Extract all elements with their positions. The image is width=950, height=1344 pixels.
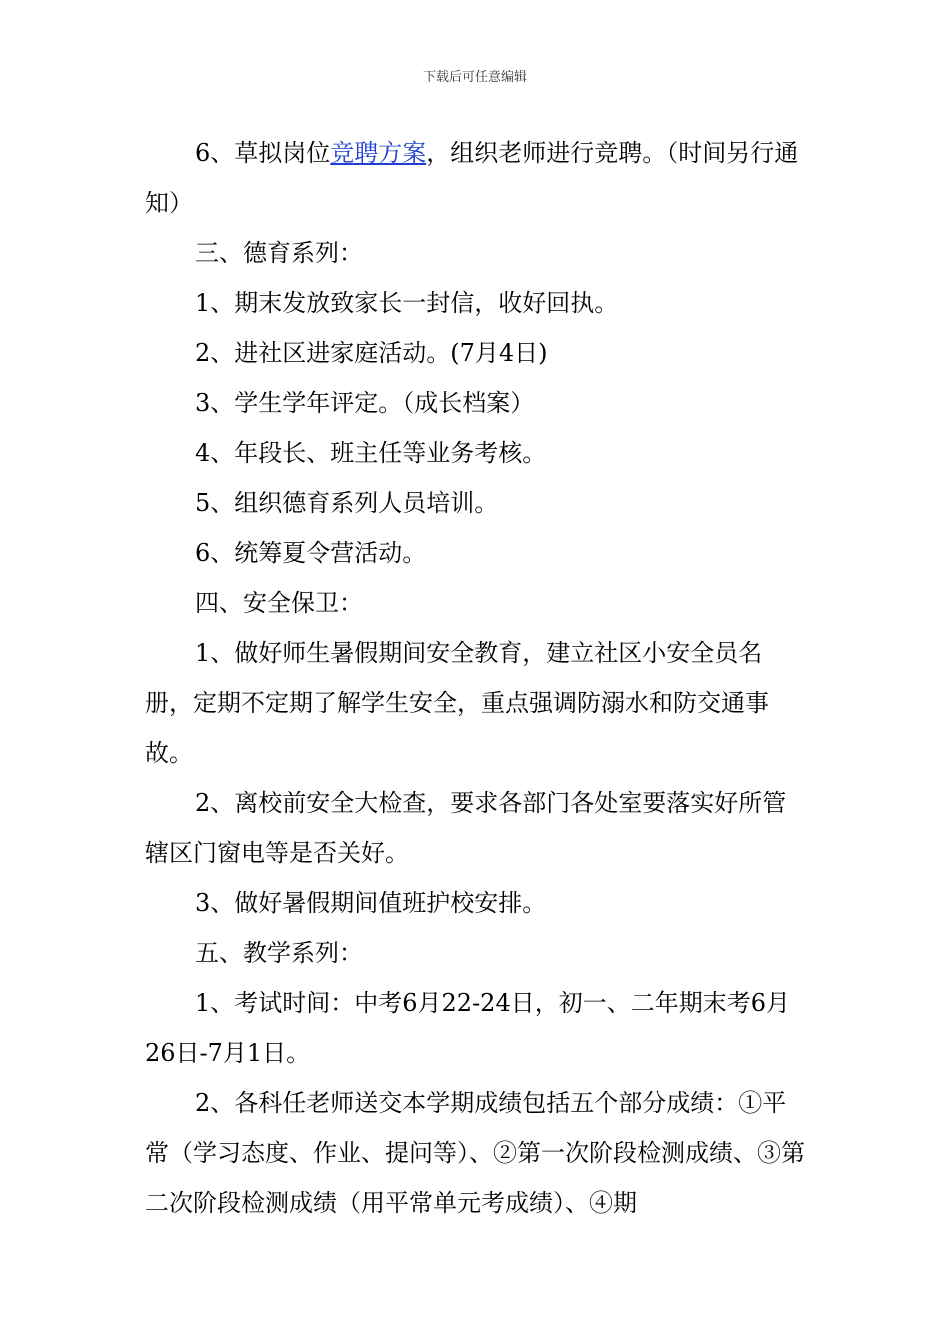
recruitment-plan-link[interactable]: 竞聘方案 <box>330 139 427 167</box>
paragraph: 4、年段长、班主任等业务考核。 <box>195 439 547 467</box>
section-heading-teaching: 五、教学系列： <box>195 939 363 967</box>
section-heading-safety: 四、安全保卫： <box>195 589 363 617</box>
paragraph: 1、考试时间：中考6月22-24日，初一、二年期末考6月26日-7月1日。 <box>145 989 790 1067</box>
paragraph: 2、离校前安全大检查，要求各部门各处室要落实好所管辖区门窗电等是否关好。 <box>145 789 787 867</box>
paragraph-text: 6、草拟岗位 <box>195 139 331 167</box>
paragraph-recruitment <box>145 128 805 228</box>
section-heading-moral-education: 三、德育系列： <box>195 239 363 267</box>
paragraph: 2、进社区进家庭活动。(7月4日) <box>195 339 548 367</box>
paragraph: 3、学生学年评定。（成长档案） <box>195 389 535 417</box>
paragraph: 3、做好暑假期间值班护校安排。 <box>195 889 547 917</box>
paragraph: 1、做好师生暑假期间安全教育，建立社区小安全员名册，定期不定期了解学生安全，重点强调防溺水和防交通事故。 <box>145 639 769 767</box>
paragraph: 2、各科任老师送交本学期成绩包括五个部分成绩：①平常（学习态度、作业、提问等）、②第一次阶段检测成绩、③第二次阶段检测成绩（用平常单元考成绩）、④期 <box>145 1089 805 1217</box>
paragraph: 6、统筹夏令营活动。 <box>195 539 427 567</box>
paragraph: 5、组织德育系列人员培训。 <box>195 489 499 517</box>
page-header-note: 下载后可任意编辑 <box>422 70 527 85</box>
paragraph: 1、期末发放致家长一封信，收好回执。 <box>195 289 619 317</box>
paragraph-text: ，组织老师进行竞聘。（时间另行通知） <box>145 139 799 217</box>
document-body <box>145 128 805 1228</box>
